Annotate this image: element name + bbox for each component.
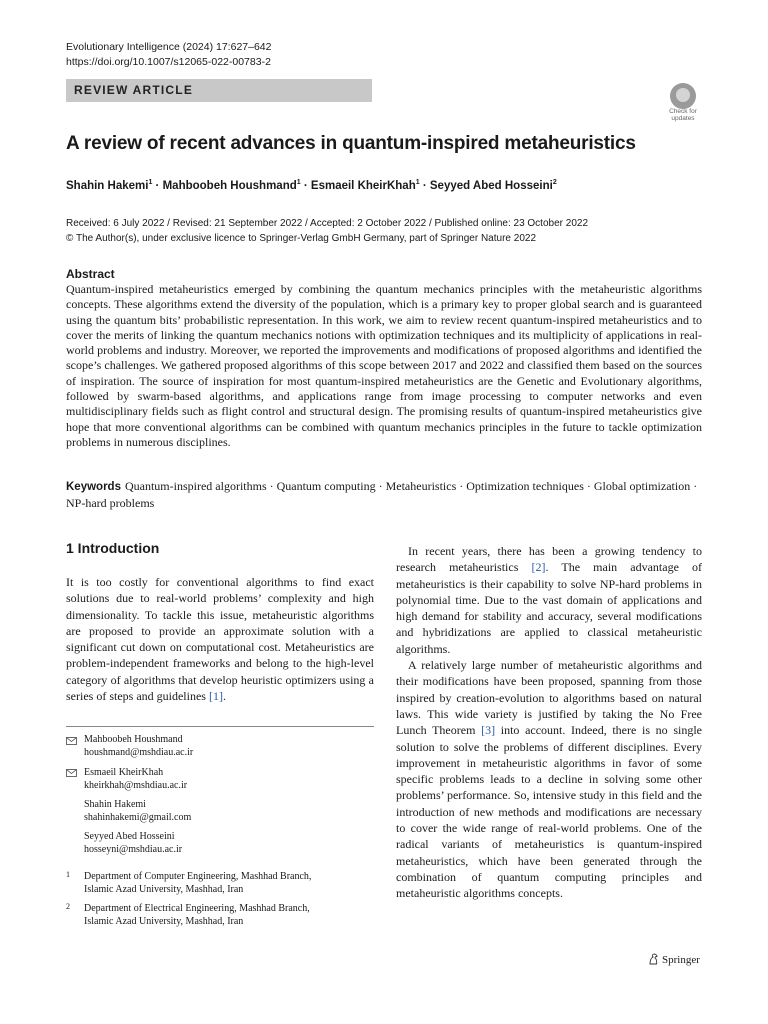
affiliation-line: Islamic Azad University, Mashhad, Iran: [84, 915, 244, 927]
affiliation-line: Department of Electrical Engineering, Mashhad Branch,: [84, 903, 310, 914]
doi-link[interactable]: https://doi.org/10.1007/s12065-022-00783-2: [66, 56, 271, 68]
crossmark-label: Check for updates: [669, 108, 697, 122]
abstract-heading: Abstract: [66, 267, 115, 281]
author-affiliation-mark: 1: [415, 179, 420, 186]
contact-name: Seyyed Abed Hosseini: [84, 831, 175, 842]
springer-horse-icon: [648, 953, 659, 965]
publisher-logo: [648, 953, 700, 966]
article-type-label: REVIEW ARTICLE: [74, 83, 194, 97]
affiliation-number: 1: [66, 870, 70, 879]
intro-paragraph-1-end: .: [222, 689, 226, 704]
footnote-divider: [66, 726, 374, 727]
intro-column-left: [66, 574, 374, 704]
contact-email[interactable]: hosseyni@mshdiau.ac.ir: [84, 843, 183, 855]
intro-column-right: [396, 543, 702, 902]
journal-header: [66, 40, 271, 70]
contact-item: [84, 734, 193, 759]
crossmark-icon-inner: [676, 88, 690, 102]
contact-email[interactable]: houshmand@mshdiau.ac.ir: [84, 746, 194, 758]
contact-email[interactable]: kheirkhah@mshdiau.ac.ir: [84, 779, 188, 791]
contact-item: [84, 767, 187, 792]
intro-paragraph-3: [396, 657, 702, 901]
dates-line: Received: 6 July 2022 / Revised: 21 September 2022 / Accepted: 2 October 2022 / Published online: 23 October 2022: [66, 218, 589, 229]
contact-name: Mahboobeh Houshmand: [84, 734, 183, 745]
check-for-updates-badge[interactable]: [663, 83, 703, 125]
author-name[interactable]: Esmaeil KheirKhah: [310, 179, 416, 192]
contact-name: Shahin Hakemi: [84, 799, 146, 810]
envelope-icon: [66, 737, 77, 745]
author-name[interactable]: Mahboobeh Houshmand: [162, 179, 297, 192]
author-list: Shahin Hakemi$^1$ · Mahboobeh Houshmand$^1$ · Esmaeil KheirKhah$^1$ · Seyyed Abed Hosseini$^2$: [66, 179, 557, 192]
citation-link[interactable]: [3]: [481, 723, 496, 738]
author-name[interactable]: Seyyed Abed Hosseini: [429, 179, 553, 192]
author-affiliation-mark: 1: [296, 179, 301, 186]
journal-citation: Evolutionary Intelligence (2024) 17:627–642: [66, 41, 272, 53]
paragraph-text: In recent years, there has been a growing tendency to research metaheuristics: [396, 544, 702, 575]
keywords: [66, 478, 702, 512]
intro-paragraph-2: [396, 543, 702, 657]
article-type-banner: [66, 79, 372, 102]
paragraph-text: into account. Indeed, there is no single solution to solve the problems of different disciplines. Every improvement in metaheuristic algorithms in favor of some specific problems leads to a decline in solving some other problems’ performance. So, intensive study in this field and the introduction of new methods and modifications are necessary to cover the wide range of real-world problems. One of the radical variants of metaheuristics is quantum-inspired metaheuristics, which have been generated through the combination of quantum computing principles and metaheuristic algorithms concepts.: [396, 723, 702, 901]
contact-email[interactable]: shahinhakemi@gmail.com: [84, 811, 192, 823]
section-heading-introduction: 1 Introduction: [66, 540, 160, 556]
contact-item: [84, 831, 182, 856]
affiliation-item: [84, 871, 311, 896]
keywords-label: Keywords: [66, 481, 121, 493]
author-affiliation-mark: 1: [148, 179, 153, 186]
affiliation-number: 2: [66, 902, 70, 911]
envelope-icon: [66, 769, 77, 777]
publisher-name: Springer: [662, 954, 700, 966]
citation-link[interactable]: [1]: [208, 689, 223, 704]
intro-paragraph-1: It is too costly for conventional algorithms to find exact solutions due to real-world problems’ complexity and high dimensionality. To tackle this issue, metaheuristic algorithms are proposed to provide an approximate solution with a significant cut down on computational cost. Metaheuristics are problem-independent frameworks and belong to the high-level category of algorithms that develop heuristic optimizers using a series of steps and guidelines: [66, 575, 374, 704]
article-title: A review of recent advances in quantum-inspired metaheuristics: [66, 133, 636, 154]
affiliation-line: Islamic Azad University, Mashhad, Iran: [84, 883, 244, 895]
publication-history: [66, 217, 588, 246]
abstract-text: Quantum-inspired metaheuristics emerged by combining the quantum mechanics principles with the metaheuristic algorithms concepts. These algorithms extend the diversity of the population, which is a primary key to proper global search and is guaranteed using the quantum bits’ probabilistic representation. In this work, we aim to review recent quantum-inspired metaheuristics and to cover the merits of linking the quantum mechanics notions with optimization techniques and its multiplicity of applications in real-world problems and industry. Moreover, we reported the improvements and modifications of proposed algorithms and identified the scope’s challenges. We gathered proposed algorithms of this scope between 2017 and 2022 and classified them based on the sources of inspiration. The source of inspiration for most quantum-inspired metaheuristics are the Genetic and Evolutionary algorithms, followed by swarm-based algorithms, and applications range from image processing to computer networks and even multidisciplinary fields such as flight control and structural design. The promising results of quantum-inspired metaheuristics give hope that more conventional algorithms can be combined with quantum mechanics principles in the future to tackle optimization problems in numerous disciplines.: [66, 282, 702, 449]
author-name[interactable]: Shahin Hakemi: [66, 179, 149, 192]
keywords-text: Quantum-inspired algorithms · Quantum computing · Metaheuristics · Optimization techniques · Global optimization · NP-hard problems: [66, 479, 698, 511]
contact-item: [84, 799, 191, 824]
author-affiliation-mark: 2: [552, 179, 557, 186]
copyright-line: © The Author(s), under exclusive licence to Springer-Verlag GmbH Germany, part of Springer Nature 2022: [66, 232, 536, 244]
paragraph-text: A relatively large number of metaheuristic algorithms and their modifications have been proposed, spanning from those inspired by creation-evolution to algorithms based on natural laws. This wide variety is justified by taking the No Free Lunch Theorem: [396, 658, 702, 738]
affiliation-item: [84, 903, 310, 928]
paragraph-text: . The main advantage of metaheuristics is their capability to solve NP-hard problems in polynomial time. Due to the vast domain of applications and high demand for stability and accuracy, several modifications and hybridizations are applied to classical metaheuristic algorithms.: [396, 560, 702, 656]
contact-name: Esmaeil KheirKhah: [84, 767, 164, 778]
citation-link[interactable]: [2]: [531, 560, 546, 575]
affiliation-line: Department of Computer Engineering, Mashhad Branch,: [84, 871, 312, 882]
